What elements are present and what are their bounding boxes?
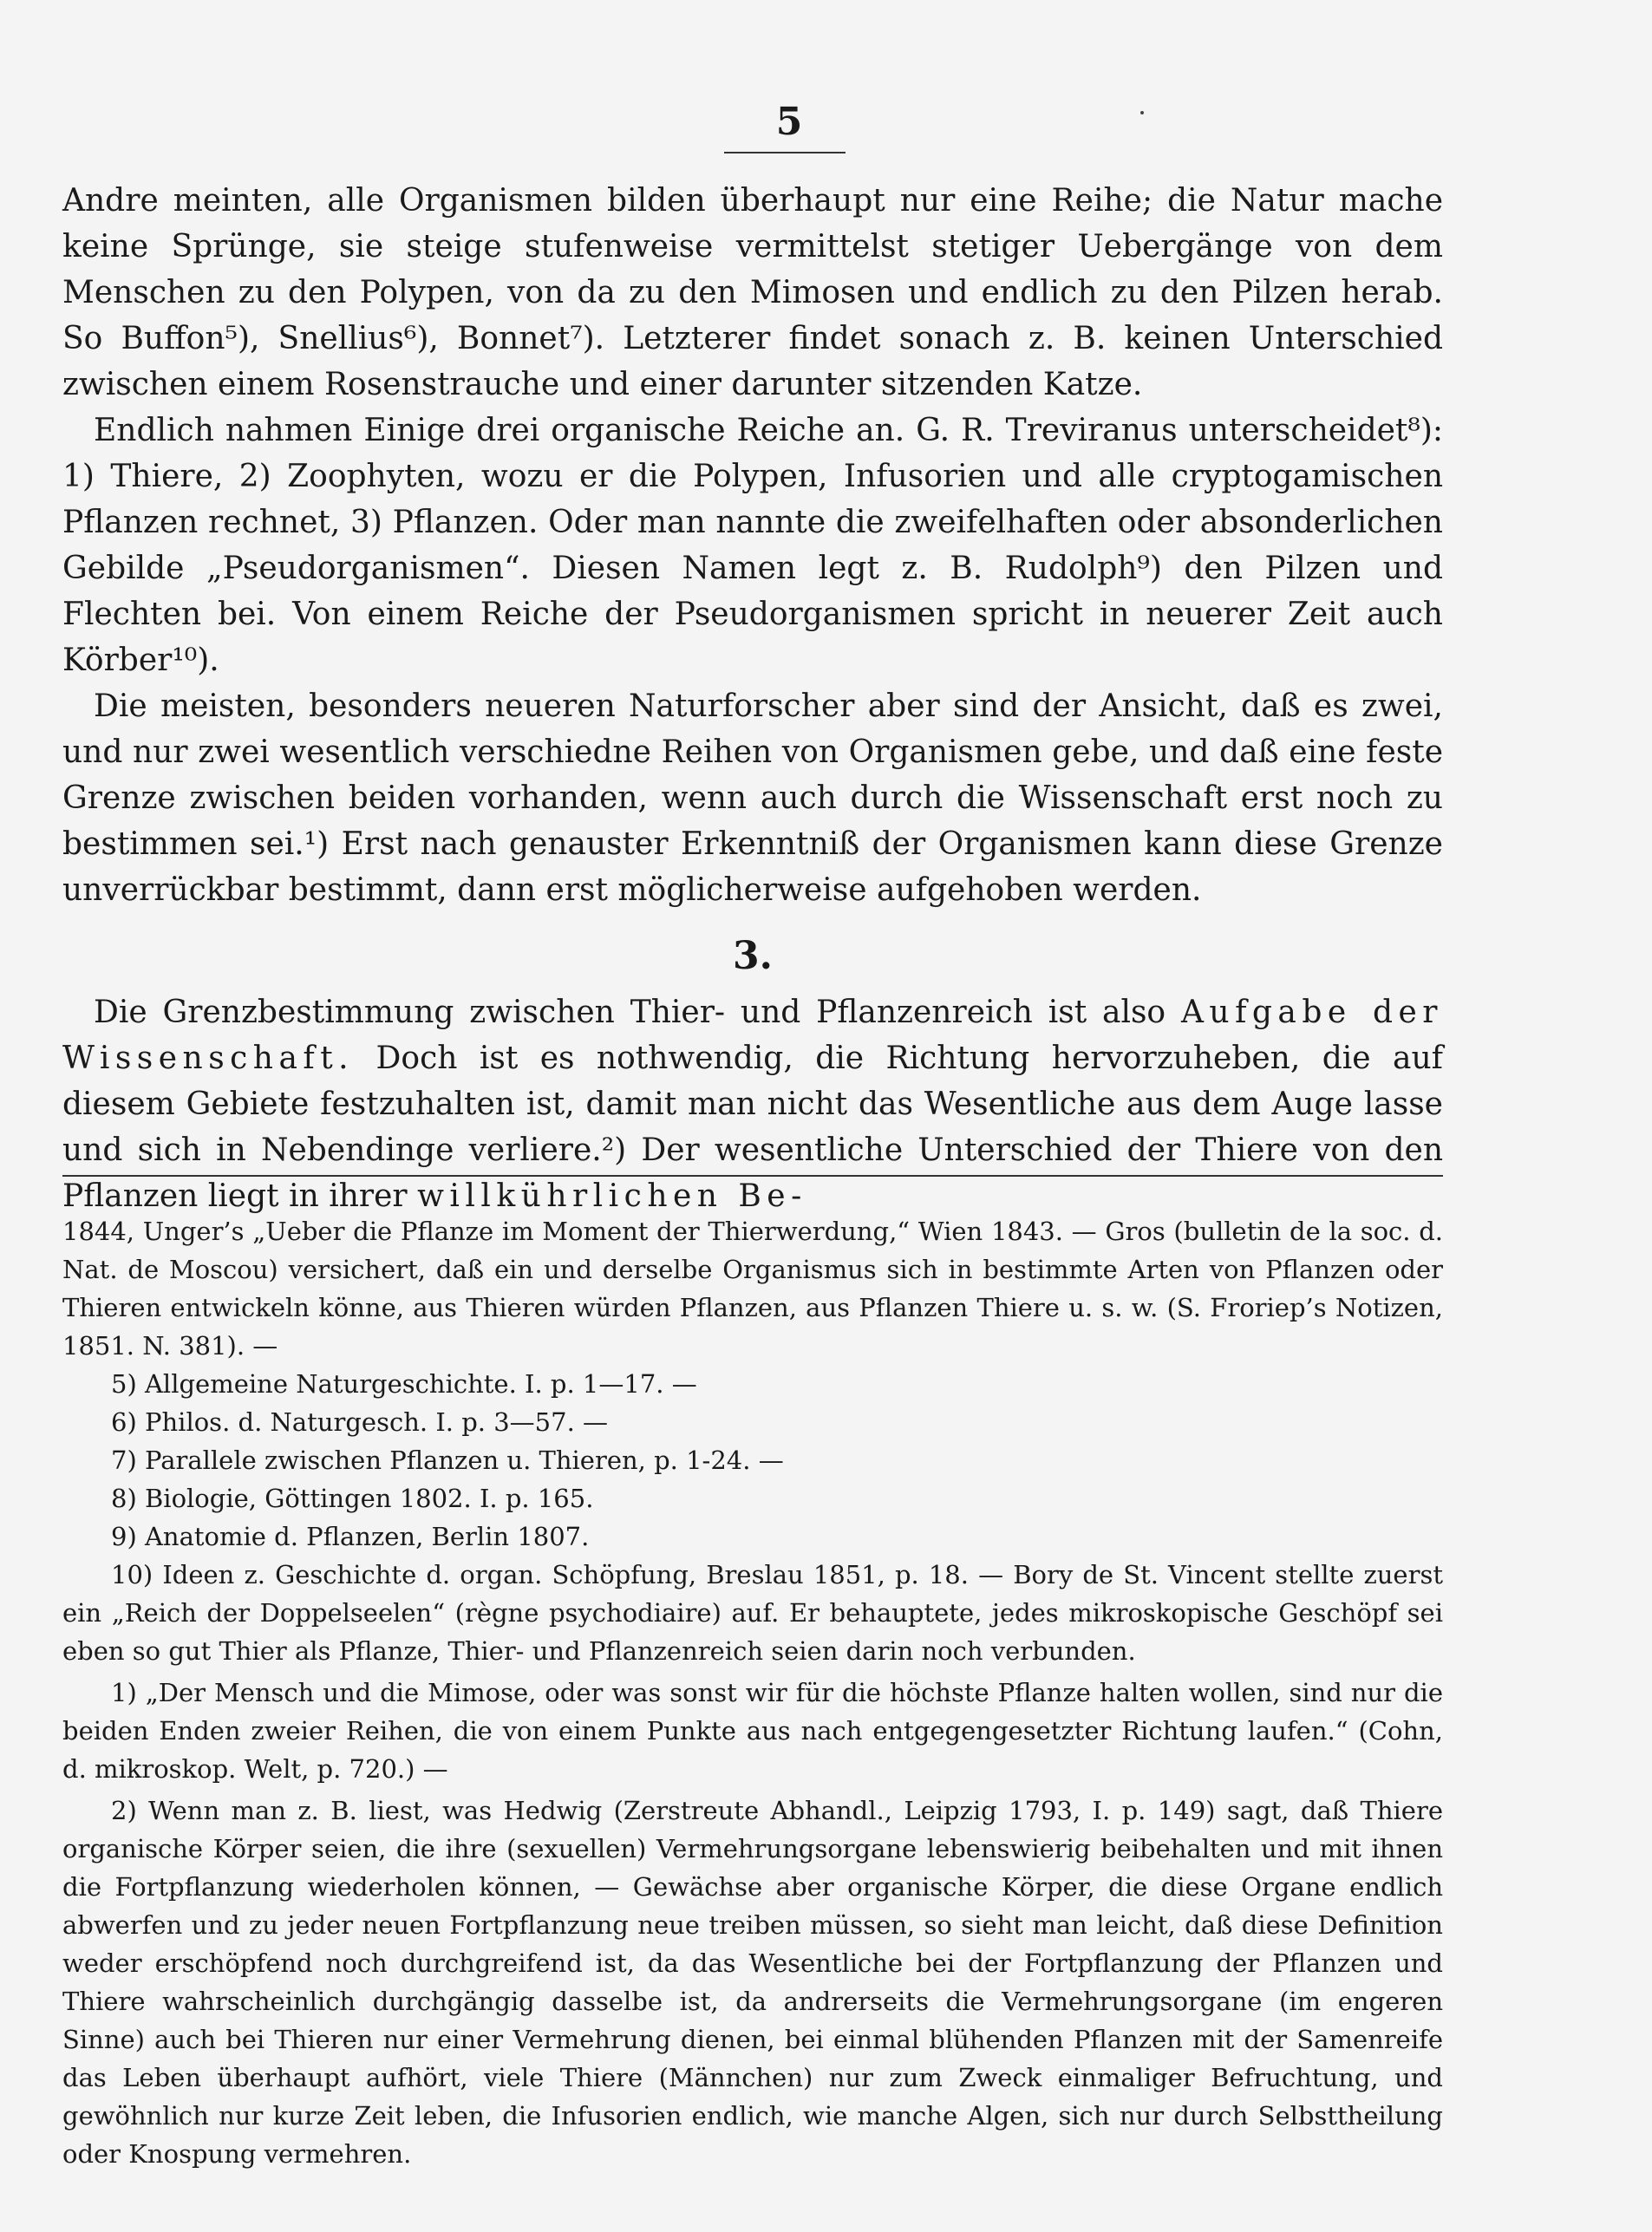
section-number: 3. [733,934,773,978]
ink-speck [1140,111,1144,114]
footnote-5: 5) Allgemeine Naturgeschichte. I. p. 1—17. — [111,1369,697,1399]
paragraph-4 [62,989,1443,1219]
header-rule [724,152,846,153]
footnote-continued: 1844, Unger’s „Ueber die Pflanze im Moment der Thierwerdung,“ Wien 1843. — Gros (bulletin de la soc. d. Nat. de Moscou) versichert, daß ein und derselbe Organismus sich in bestimmte Arten von Pflanzen oder Thieren entwickeln könne, aus Thieren würden Pflanzen, aus Pflanzen Thiere u. s. w. (S. Froriep’s Notizen, 1851. N. 381). — [62,1217,1443,1361]
footnote-a1: 1) „Der Mensch und die Mimose, oder was sonst wir für die höchste Pflanze halten wollen, sind nur die beiden Enden zweier Reihen, die von einem Punkte aus nach entgegengesetzter Richtung laufen.“ (Cohn, d. mikroskop. Welt, p. 720.) — [62,1678,1443,1784]
paragraph-2: Endlich nahmen Einige drei organische Reiche an. G. R. Treviranus unterscheidet⁸): 1) Thiere, 2) Zoophyten, wozu er die Polypen, Infusorien und alle cryptogamischen Pflanzen rechnet, 3) Pflanzen. Oder man nannte die zweifelhaften oder absonderlichen Gebilde „Pseudorganismen“. Diesen Namen legt z. B. Rudolph⁹) den Pilzen und Flechten bei. Von einem Reiche der Pseudorganismen spricht in neuerer Zeit auch Körber¹⁰). [62,413,1443,678]
paragraph-4-part-b: Doch ist es nothwendig, die Richtung hervorzuheben, die auf diesem Gebiete festzuhalten ist, damit man nicht das Wesentliche aus dem Auge lasse und sich in Nebendinge verliere.²) Der wesentliche Unterschied der Thiere von den Pflanzen liegt in ihrer [62,1041,1443,1214]
paragraph-4-emphasis-2: willkührlichen Be- [417,1178,807,1214]
footnote-8: 8) Biologie, Göttingen 1802. I. p. 165. [111,1484,594,1513]
footnote-rule [62,1175,1443,1177]
paragraph-3: Die meisten, besonders neueren Naturforscher aber sind der Ansicht, daß es zwei, und nur zwei wesentlich verschiedne Reihen von Organismen gebe, und daß eine feste Grenze zwischen beiden vorhanden, wenn auch durch die Wissenschaft erst noch zu bestimmen sei.¹) Erst nach genauster Erkenntniß der Organismen kann diese Grenze unverrückbar bestimmt, dann erst möglicherweise aufgehoben werden. [62,689,1443,908]
footnote-10: 10) Ideen z. Geschichte d. organ. Schöpfung, Breslau 1851, p. 18. — Bory de St. Vincent stellte zuerst ein „Reich der Doppelseelen“ (règne psychodiaire) auf. Er behauptete, jedes mikroskopische Geschöpf sei eben so gut Thier als Pflanze, Thier- und Pflanzenreich seien darin noch verbunden. [62,1560,1443,1666]
footnote-7: 7) Parallele zwischen Pflanzen u. Thieren, p. 1-24. — [111,1446,784,1475]
footnotes [62,1212,1443,2173]
footnote-a2: 2) Wenn man z. B. liest, was Hedwig (Zerstreute Abhandl., Leipzig 1793, I. p. 149) sagt, daß Thiere organische Körper seien, die ihre (sexuellen) Vermehrungsorgane lebenswierig beibehalten und mit ihnen die Fortpflanzung wiederholen können, — Gewächse aber organische Körper, die diese Organe endlich abwerfen und zu jeder neuen Fortpflanzung neue treiben müssen, so sieht man leicht, daß diese Definition weder erschöpfend noch durchgreifend ist, da das Wesentliche bei der Fortpflanzung der Pflanzen und Thiere wahrscheinlich durchgängig dasselbe ist, da andrerseits die Vermehrungsorgane (im engeren Sinne) auch bei Thieren nur einer Vermehrung dienen, bei einmal blühenden Pflanzen mit der Samenreife das Leben überhaupt aufhört, viele Thiere (Männchen) nur zum Zweck einmaliger Befruchtung, und gewöhnlich nur kurze Zeit leben, die Infusorien endlich, wie manche Algen, sich nur durch Selbsttheilung oder Knospung vermehren. [62,1796,1443,2169]
footnote-9: 9) Anatomie d. Pflanzen, Berlin 1807. [111,1522,590,1551]
paragraph-4-part-a: Die Grenzbestimmung zwischen Thier- und Pflanzenreich ist also [94,995,1166,1030]
page-number: 5 [775,100,803,144]
paragraph-1: Andre meinten, alle Organismen bilden überhaupt nur eine Reihe; die Natur mache keine Sprünge, sie steige stufenweise vermittelst stetiger Uebergänge von dem Menschen zu den Polypen, von da zu den Mimosen und endlich zu den Pilzen herab. So Buffon⁵), Snellius⁶), Bonnet⁷). Letzterer findet sonach z. B. keinen Unterschied zwischen einem Rosenstrauche und einer darunter sitzenden Katze. [62,183,1443,402]
main-text [62,178,1443,1219]
paragraph-4-emphasis: Aufgabe der Wissenschaft. [62,995,1443,1076]
footnote-6: 6) Philos. d. Naturgesch. I. p. 3—57. — [111,1407,609,1437]
